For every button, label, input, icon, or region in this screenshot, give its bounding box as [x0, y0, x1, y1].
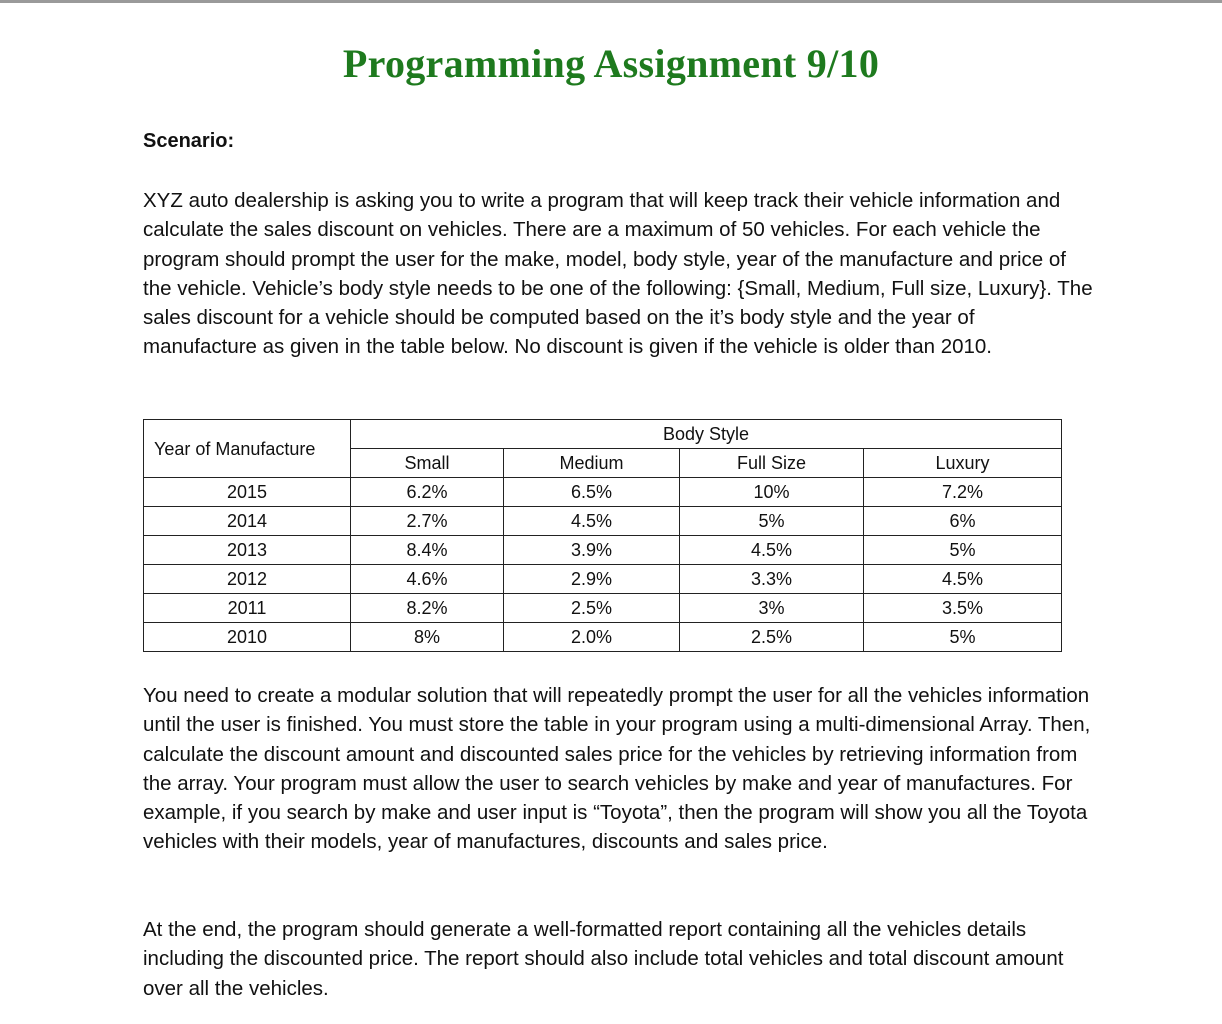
year-cell: 2012 — [144, 565, 351, 594]
year-cell: 2015 — [144, 478, 351, 507]
discount-table — [143, 419, 1062, 652]
year-cell: 2013 — [144, 536, 351, 565]
discount-cell: 6.5% — [504, 478, 680, 507]
discount-cell: 5% — [864, 623, 1062, 652]
year-cell: 2011 — [144, 594, 351, 623]
discount-cell: 3.9% — [504, 536, 680, 565]
table-row — [144, 536, 1062, 565]
table-row — [144, 594, 1062, 623]
column-header-full-size: Full Size — [680, 449, 864, 478]
page-top-border — [0, 0, 1222, 3]
column-header-luxury: Luxury — [864, 449, 1062, 478]
discount-cell: 3.3% — [680, 565, 864, 594]
discount-cell: 3.5% — [864, 594, 1062, 623]
discount-cell: 4.5% — [504, 507, 680, 536]
requirements-paragraph: You need to create a modular solution that will repeatedly prompt the user for all the vehicles information until the user is finished. You must store the table in your program using a multi-dimensional Array. Then, calculate the discount amount and discounted sales price for the vehicles by retrieving information from the array. Your program must allow the user to search vehicles by make and year of manufactures. For example, if you search by make and user input is “Toyota”, then the program will show you all the Toyota vehicles with their models, year of manufactures, discounts and sales price. — [143, 684, 1091, 854]
discount-cell: 2.0% — [504, 623, 680, 652]
year-cell: 2014 — [144, 507, 351, 536]
table-row — [144, 478, 1062, 507]
discount-cell: 5% — [864, 536, 1062, 565]
discount-cell: 4.5% — [864, 565, 1062, 594]
discount-cell: 4.6% — [351, 565, 504, 594]
table-row — [144, 565, 1062, 594]
year-of-manufacture-header: Year of Manufacture — [144, 420, 351, 478]
year-cell: 2010 — [144, 623, 351, 652]
discount-cell: 8.2% — [351, 594, 504, 623]
discount-cell: 5% — [680, 507, 864, 536]
discount-cell: 7.2% — [864, 478, 1062, 507]
discount-cell: 3% — [680, 594, 864, 623]
document-title: Programming Assignment 9/10 — [342, 41, 880, 86]
discount-cell: 6.2% — [351, 478, 504, 507]
scenario-paragraph: XYZ auto dealership is asking you to write a program that will keep track their vehicle information and calculate the sales discount on vehicles. There are a maximum of 50 vehicles. For each vehicle the program should prompt the user for the make, model, body style, year of the manufacture and price of the vehicle. Vehicle’s body style needs to be one of the following: {Small, Medium, Full size, Luxury}. The sales discount for a vehicle should be computed based on the it’s body style and the year of manufacture as given in the table below. No discount is given if the vehicle is older than 2010. — [143, 189, 1093, 359]
scenario-heading: Scenario: — [143, 130, 235, 152]
discount-cell: 8.4% — [351, 536, 504, 565]
column-header-small: Small — [351, 449, 504, 478]
discount-cell: 2.5% — [504, 594, 680, 623]
discount-cell: 10% — [680, 478, 864, 507]
body-style-header: Body Style — [351, 420, 1062, 449]
discount-cell: 6% — [864, 507, 1062, 536]
table-row — [144, 507, 1062, 536]
table-row — [144, 623, 1062, 652]
column-header-medium: Medium — [504, 449, 680, 478]
discount-cell: 4.5% — [680, 536, 864, 565]
discount-cell: 2.9% — [504, 565, 680, 594]
discount-cell: 2.7% — [351, 507, 504, 536]
discount-cell: 2.5% — [680, 623, 864, 652]
report-paragraph: At the end, the program should generate a well-formatted report containing all the vehicles details including the discounted price. The report should also include total vehicles and total discount amount over all the vehicles. — [143, 918, 1064, 1000]
discount-cell: 8% — [351, 623, 504, 652]
